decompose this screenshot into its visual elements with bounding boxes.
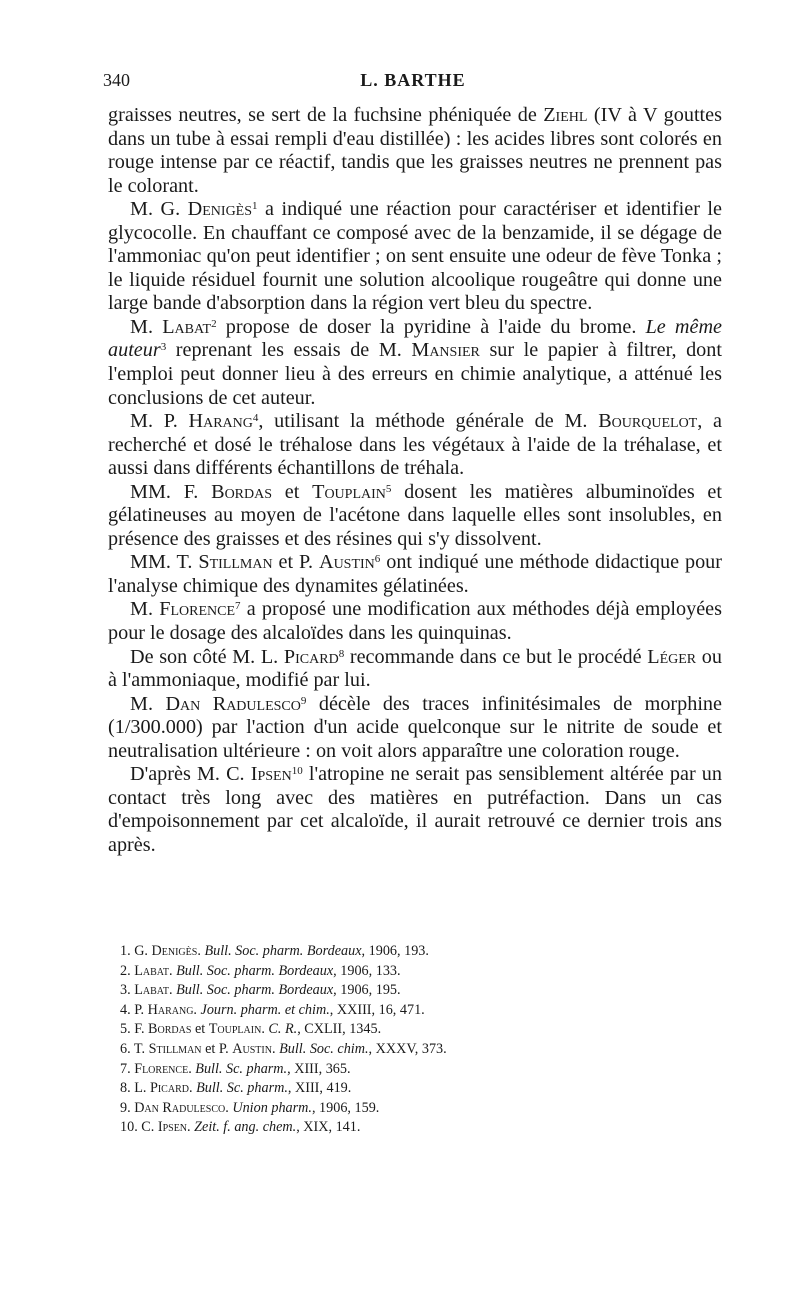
italic-text: C. R.: [268, 1021, 298, 1038]
italic-text: Bull. Sc. pharm.: [195, 1060, 288, 1077]
footnote-ref: 6: [374, 553, 381, 566]
footnote-ref: 10: [291, 765, 303, 778]
author-name: Touplain: [312, 480, 386, 503]
italic-text: Bull. Soc. chim.: [279, 1040, 369, 1057]
italic-text: Zeit. f. ang. chem.: [194, 1119, 297, 1136]
footnote: 3. Labat. Bull. Soc. pharm. Bordeaux, 1906, 195.: [120, 982, 401, 999]
author-name: Bordas: [211, 480, 273, 503]
footnote-ref: 4: [252, 412, 259, 425]
footnote: 6. T. Stillman et P. Austin. Bull. Soc. chim., XXXV, 373.: [120, 1040, 447, 1057]
author-name: Harang: [147, 1001, 194, 1018]
footnote-ref: 5: [385, 482, 392, 495]
footnote: 10. C. Ipsen. Zeit. f. ang. chem., XIX, 141.: [120, 1119, 361, 1136]
italic-text: Le même auteur: [108, 315, 723, 362]
italic-text: Bull. Sc. pharm.: [196, 1080, 288, 1097]
author-name: Touplain: [208, 1021, 262, 1038]
footnote: 5. F. Bordas et Touplain. C. R., CXLII, 1345.: [120, 1021, 382, 1038]
author-name: Labat: [162, 315, 212, 338]
paragraph: D'après M. C. Ipsen$^{10}$ l'atropine ne serait pas sensiblement altérée par un contact très long avec des matières en putréfaction. Dans un cas d'empoisonnement par cet alcaloïde, il aurait retrouvé ce dernier trois ans après.: [108, 763, 722, 856]
author-name: Ziehl: [543, 104, 588, 126]
author-name: Ipsen: [157, 1119, 188, 1136]
author-name: Florence: [134, 1060, 189, 1077]
footnote-ref: 9: [300, 694, 307, 707]
paragraph: M. P. Harang$^4$, utilisant la méthode générale de M. Bourquelot, a recherché et dosé le tréhalose dans les végétaux à l'aide de la tréhalase, et aussi dans différents échantillons de tréhala.: [108, 410, 722, 480]
body-text: [108, 104, 722, 858]
footnote: 4. P. Harang. Journ. pharm. et chim., XXIII, 16, 471.: [120, 1001, 425, 1018]
page-number: 340: [103, 70, 130, 90]
author-name: Stillman: [148, 1040, 202, 1057]
author-name: Picard: [149, 1080, 189, 1097]
paragraph: MM. F. Bordas et Touplain$^5$ dosent les matières albuminoïdes et gélatineuses au moyen de l'acétone dans laquelle elles sont insolubles, en présence des graisses et des résines qui s'y dissolvent.: [108, 480, 722, 550]
footnote-ref: 2: [211, 317, 217, 330]
footnote-ref: 3: [160, 341, 167, 354]
footnote: 1. G. Denigès. Bull. Soc. pharm. Bordeaux, 1906, 193.: [120, 943, 429, 959]
paragraph: De son côté M. L. Picard$^8$ recommande dans ce but le procédé Léger ou à l'ammoniaque, modifié par lui.: [108, 645, 722, 692]
author-name: Labat: [134, 982, 169, 999]
author-name: Labat: [134, 962, 169, 979]
author-name: Harang: [188, 410, 253, 433]
author-name: Florence: [159, 598, 236, 621]
author-name: Picard: [283, 645, 339, 668]
paragraph: M. Florence$^7$ a proposé une modification aux méthodes déjà employées pour le dosage des alcaloïdes dans les quinquinas.: [108, 598, 722, 645]
footnote-ref: 8: [338, 647, 345, 660]
author-name: Mansier: [411, 339, 480, 362]
italic-text: Bull. Soc. pharm. Bordeaux: [176, 982, 334, 999]
paragraph: M. Dan Radulesco$^9$ décèle des traces infinitésimales de morphine (1/300.000) par l'action d'un acide quelconque sur le nitrite de soude et neutralisation ultérieure : on voit alors apparaître une coloration rouge.: [108, 692, 722, 762]
paragraph: graisses neutres, se sert de la fuchsine phéniquée de Ziehl (IV à V gouttes dans un tube à essai rempli d'eau distillée) : les acides libres sont colorés en rouge intense par ce réactif, tandis que les graisses neutres ne prennent pas le colorant.: [108, 104, 722, 197]
footnote: 8. L. Picard. Bull. Sc. pharm., XIII, 419.: [120, 1080, 352, 1097]
italic-text: Bull. Soc. pharm. Bordeaux: [176, 962, 334, 979]
author-name: Denigès: [151, 943, 198, 959]
author-name: Léger: [647, 645, 697, 668]
author-name: Ipsen: [250, 763, 292, 786]
italic-text: Journ. pharm. et chim.: [200, 1001, 330, 1018]
footnote: 7. Florence. Bull. Sc. pharm., XIII, 365.: [120, 1060, 351, 1077]
author-name: Austin: [232, 1040, 272, 1057]
page-header: [103, 70, 723, 96]
footnote-ref: 7: [235, 600, 241, 613]
author-name: Dan Radulesco: [165, 692, 301, 715]
paragraph: M. Labat$^2$ propose de doser la pyridine à l'aide du brome. Le même auteur$^3$ reprenant les essais de M. Mansier sur le papier à filtrer, dont l'emploi peut donner lieu à des erreurs en chimie analytique, a atténué les conclusions de cet auteur.: [108, 315, 723, 409]
author-name: Stillman: [198, 551, 273, 574]
running-head: L. BARTHE: [360, 70, 466, 90]
italic-text: Union pharm.: [232, 1099, 312, 1116]
footnote: 9. Dan Radulesco. Union pharm., 1906, 159.: [120, 1099, 380, 1116]
footnotes: [120, 942, 720, 1138]
paragraph: MM. T. Stillman et P. Austin$^6$ ont indiqué une méthode didactique pour l'analyse chimique des dynamites gélatinées.: [108, 551, 722, 597]
footnote-ref: 1: [252, 200, 258, 213]
author-name: Bordas: [148, 1021, 192, 1038]
author-name: Bourquelot: [598, 410, 698, 433]
author-name: Denigès: [187, 198, 253, 221]
author-name: Austin: [318, 551, 375, 574]
footnote: 2. Labat. Bull. Soc. pharm. Bordeaux, 1906, 133.: [120, 962, 401, 979]
paragraph: M. G. Denigès$^1$ a indiqué une réaction pour caractériser et identifier le glycocolle. En chauffant ce composé avec de la benzamide, il se dégage de l'ammoniac qu'on peut identifier ; on sent ensuite une odeur de fève Tonka ; le liquide résiduel fournit une solution alcoolique rougeâtre qui donne une large bande d'absorption dans la région vert bleu du spectre.: [108, 198, 722, 315]
italic-text: Bull. Soc. pharm. Bordeaux: [204, 943, 362, 959]
author-name: Dan Radulesco: [134, 1099, 226, 1116]
